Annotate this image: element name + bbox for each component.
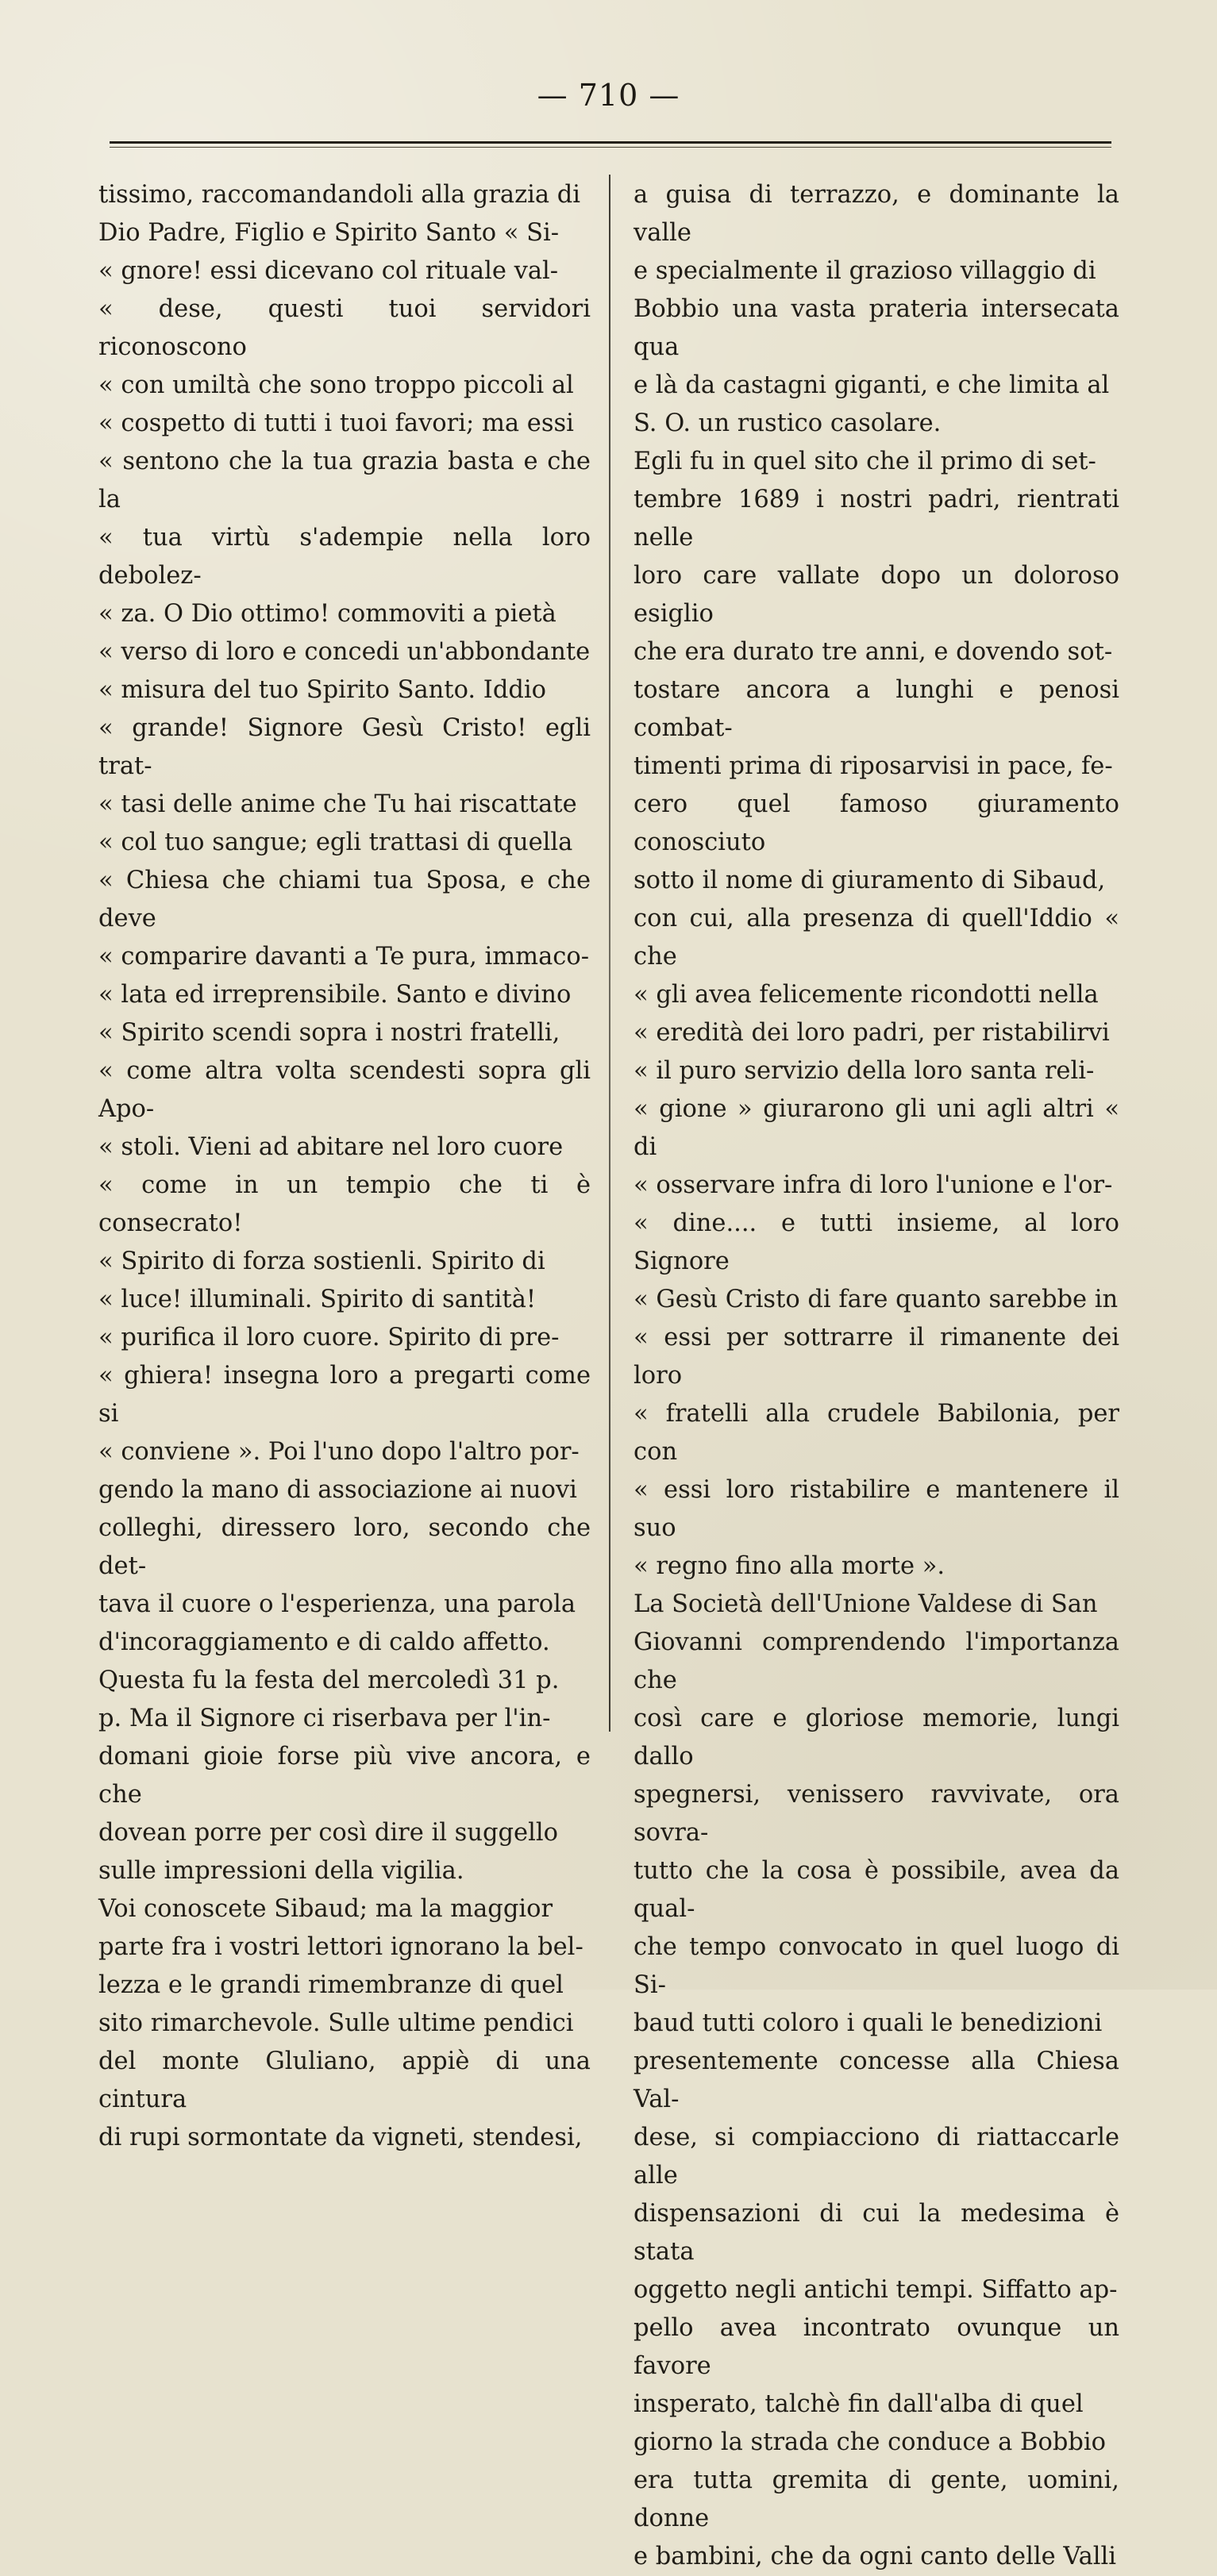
page-number: — 710 — xyxy=(537,78,680,113)
right-paragraph-3: La Società dell'Unione Valdese di San Giovanni comprendendo l'importanza che così care e gloriose memorie, lungi dallo spegnersi, venissero ravvivate, ora sovra- tutto che la cosa è possibile, avea da qual- che tempo convocato in quel luogo di Si- baud tutti coloro i quali le benedizioni presentemente concesse alla Chiesa Val- dese, si compiacciono di riattaccarle alle dispensazioni di cui la medesima è stata oggetto negli antichi tempi. Siffatto ap- pello avea incontrato ovunque un favore insperato, talchè fin dall'alba di quel giorno la strada che conduce a Bobbio era tutta gremita di gente, uomini, donne e bambini, che da ogni canto delle Valli xyxy=(634,1590,1119,2570)
page-mark xyxy=(476,1910,478,1918)
left-paragraph-3: Voi conoscete Sibaud; ma la maggior parte fra i vostri lettori ignorano la bel- lezza e le grandi rimembranze di quel sito rimarchevole. Sulle ultime pendici del monte Gluliano, appiè di una cintura di rupi sormontate da vigneti, stendesi, xyxy=(98,1895,591,2151)
column-divider xyxy=(609,175,610,1732)
header-rule xyxy=(110,141,1111,148)
right-paragraph-2: Egli fu in quel sito che il primo di set- tembre 1689 i nostri padri, rientrati nelle loro care vallate dopo un doloroso esiglio che era durato tre anni, e dovendo sot- tostare ancora a lunghi e penosi combat- timenti prima di riposarvisi in pace, fe- cero quel famoso giuramento conosciuto sotto il nome di giuramento di Sibaud, con cui, alla presenza di quell'Iddio « che « gli avea felicemente ricondotti nella « eredità dei loro padri, per ristabilirvi « il puro servizio della loro santa reli- « gione » giurarono gli uni agli altri « di « osservare infra di loro l'unione e l'or- « dine.... e tutti insieme, al loro Signore « Gesù Cristo di fare quanto sarebbe in « essi per sottrarre il rimanente dei loro « fratelli alla crudele Babilonia, per con « essi loro ristabilire e mantenere il suo « regno fino alla morte ». xyxy=(634,448,1119,1580)
left-paragraph-1: tissimo, raccomandandoli alla grazia di Dio Padre, Figlio e Spirito Santo « Si- « gnore! essi dicevano col rituale val- « dese, questi tuoi servidori riconoscono « con umiltà che sono troppo piccoli al « cospetto di tutti i tuoi favori; ma essi « sentono che la tua grazia basta e che la « tua virtù s'adempie nella loro debolez- « za. O Dio ottimo! commoviti a pietà « verso di loro e concedi un'abbondante « misura del tuo Spirito Santo. Iddio « grande! Signore Gesù Cristo! egli trat- « tasi delle anime che Tu hai riscattate « col tuo sangue; egli trattasi di quella « Chiesa che chiami tua Sposa, e che deve « comparire davanti a Te pura, immaco- « lata ed irreprensibile. Santo e divino « Spirito scendi sopra i nostri fratelli, « come altra volta scendesti sopra gli Apo- « stoli. Vieni ad abitare nel loro cuore « come in un tempio che ti è consecrato! « Spirito di forza sostienli. Spirito di « luce! illuminali. Spirito di santità! « purifica il loro cuore. Spirito di pre- « ghiera! insegna loro a pregarti come si « conviene ». Poi l'uno dopo l'altro por- gendo la mano di associazione ai nuovi colleghi, diressero loro, secondo che det- tava il cuore o l'esperienza, una parola d'incoraggiamento e di caldo affetto. xyxy=(98,181,591,1656)
left-paragraph-2: Questa fu la festa del mercoledì 31 p. p. Ma il Signore ci riserbava per l'in- domani gioie forse più vive ancora, e che dovean porre per così dire il suggello sulle impressioni della vigilia. xyxy=(98,1667,591,1885)
right-paragraph-1: a guisa di terrazzo, e dominante la valle e specialmente il grazioso villaggio di Bobbio una vasta prateria intersecata qua e là da castagni giganti, e che limita al S. O. un rustico casolare. xyxy=(634,181,1119,437)
left-text-column xyxy=(98,176,591,2157)
right-text-column xyxy=(634,176,1119,2576)
